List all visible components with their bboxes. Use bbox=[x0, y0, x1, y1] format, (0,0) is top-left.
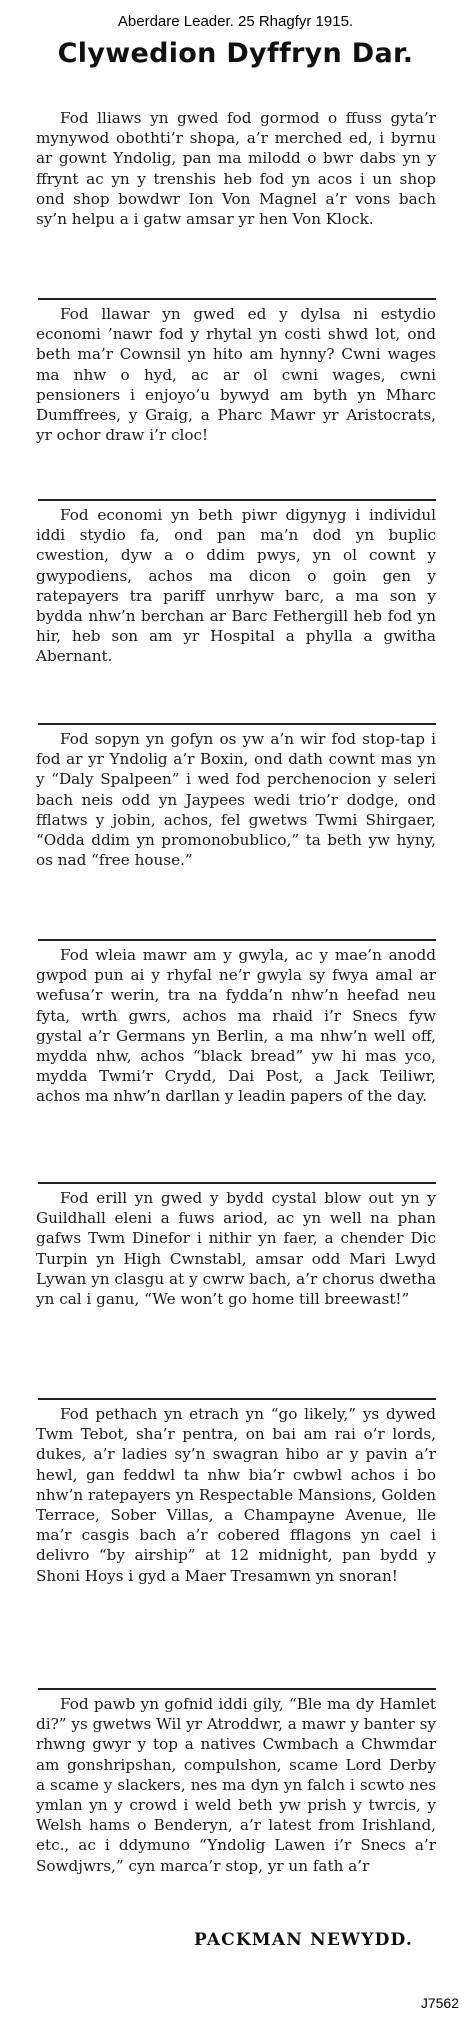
paragraph-divider bbox=[38, 1398, 436, 1400]
paragraph-divider bbox=[38, 499, 436, 501]
paragraph-divider bbox=[38, 723, 436, 725]
author-signature: PACKMAN NEWYDD. bbox=[193, 1930, 413, 1950]
paragraph-1: Fod lliaws yn gwed fod gormod o ffuss gyta’r mynywod obothti’r shopa, a’r merched ed, i byrnu ar gownt Yndolig, pan ma milodd o bwr dabs yn y ffrynt ac yn y trenshis heb fod yn acos i un shop ond shop bowdwr Ion Von Magnel a’r vons bach sy’n helpu a i gatw amsar yr hen Von Klock. bbox=[36, 109, 436, 229]
reference-number: J7562 bbox=[420, 1995, 459, 2011]
paragraph-5: Fod wleia mawr am y gwyla, ac y mae’n anodd gwpod pun ai y rhyfal ne’r gwyla sy fwya amal ar wefusa’r werin, tra na fydda’n nhw’n heefad neu fyta, wrth gwrs, achos ma rhaid i’r Snecs fyw gystal a’r Germans yn Berlin, a ma nhw’n well off, mydda nhw, achos “black bread” yw hi mas yco, mydda Twmi’r Crydd, Dai Post, a Jack Teiliwr, achos ma nhw’n darllan y leadin papers of the day. bbox=[36, 946, 436, 1106]
paragraph-7: Fod pethach yn etrach yn “go likely,” ys dywed Twm Tebot, sha’r pentra, on bai am rai o’r lords, dukes, a’r ladies sy’n swagran hibo ar y pavin a’r hewl, gan feddwl ta nhw bia’r cwbwl achos i bo nhw’n ratepayers yn Respectable Mansions, Golden Terrace, Sober Villas, a Champayne Avenue, lle ma’r casgis bach a’r cobered fflagons yn cael i delivro “by airship” at 12 midnight, pan bydd y Shoni Hoys i gyd a Maer Tresamwn yn snoran! bbox=[36, 1405, 436, 1585]
paragraph-divider bbox=[38, 298, 436, 300]
paragraph-4: Fod sopyn yn gofyn os yw a’n wir fod stop-tap i fod ar yr Yndolig a’r Boxin, ond dath cownt mas yn y “Daly Spalpeen” i wed fod perchenocion y seleri bach neis odd yn Jaypees wedi trio’r dodge, ond fflatws y jobin, achos, fel gwetws Twmi Shirgaer, “Odda ddim yn promonobublico,” ta beth yw hyny, os nad “free house.” bbox=[36, 730, 436, 870]
paragraph-divider bbox=[38, 939, 436, 941]
paragraph-6: Fod erill yn gwed y bydd cystal blow out yn y Guildhall eleni a fuws ariod, ac yn well na phan gafws Twm Dinefor i nithir yn faer, a chender Dic Turpin yn High Cwnstabl, amsar odd Mari Lwyd Lywan yn clasgu at y cwrw bach, a’r chorus dwetha yn cal i ganu, “We won’t go home till breewast!” bbox=[36, 1189, 436, 1309]
paragraph-divider bbox=[38, 1182, 436, 1184]
paragraph-2: Fod llawar yn gwed ed y dylsa ni estydio economi ’nawr fod y rhytal yn costi shwd lot, ond beth ma’r Cownsil yn hito am hynny? Cwni wages ma nhw o hyd, ac ar ol cwni wages, cwni pensioners i enjoyo’u bywyd am byth yn Mharc Dumffrees, y Graig, a Pharc Mawr yr Aristocrats, yr ochor draw i’r cloc! bbox=[36, 305, 436, 445]
paragraph-divider bbox=[38, 1688, 436, 1690]
page-title: Clywedion Dyffryn Dar. bbox=[57, 38, 414, 69]
paragraph-8: Fod pawb yn gofnid iddi gily, “Ble ma dy Hamlet di?” ys gwetws Wil yr Atroddwr, a mawr y banter sy rhwng gwyr y top a natives Cwmbach a Chwmdar am gonshripshan, compulshon, scame Lord Derby a scame y slackers, nes ma dyn yn falch i scwto nes ymlan yn y crowd i weld beth yw prish y twrcis, y Welsh hams o Benderyn, a’r latest from Irishland, etc., ac i ddymuno “Yndolig Lawen i’r Snecs a’r Sowdjwrs,” cyn marca’r stop, yr un fath a’r bbox=[36, 1695, 436, 1875]
paragraph-3: Fod economi yn beth piwr digynyg i individul iddi stydio fa, ond pan ma’n dod yn buplic cwestion, dyw a o ddim pwys, yn ol cownt y gwypodiens, achos ma dicon o goin gen y ratepayers tra pariff unrhyw barc, a ma son y bydda nhw’n berchan ar Barc Fethergill heb fod yn hir, heb son am yr Hospital a phylla a gwitha Abernant. bbox=[36, 506, 436, 666]
source-caption: Aberdare Leader. 25 Rhagfyr 1915. bbox=[117, 13, 354, 30]
